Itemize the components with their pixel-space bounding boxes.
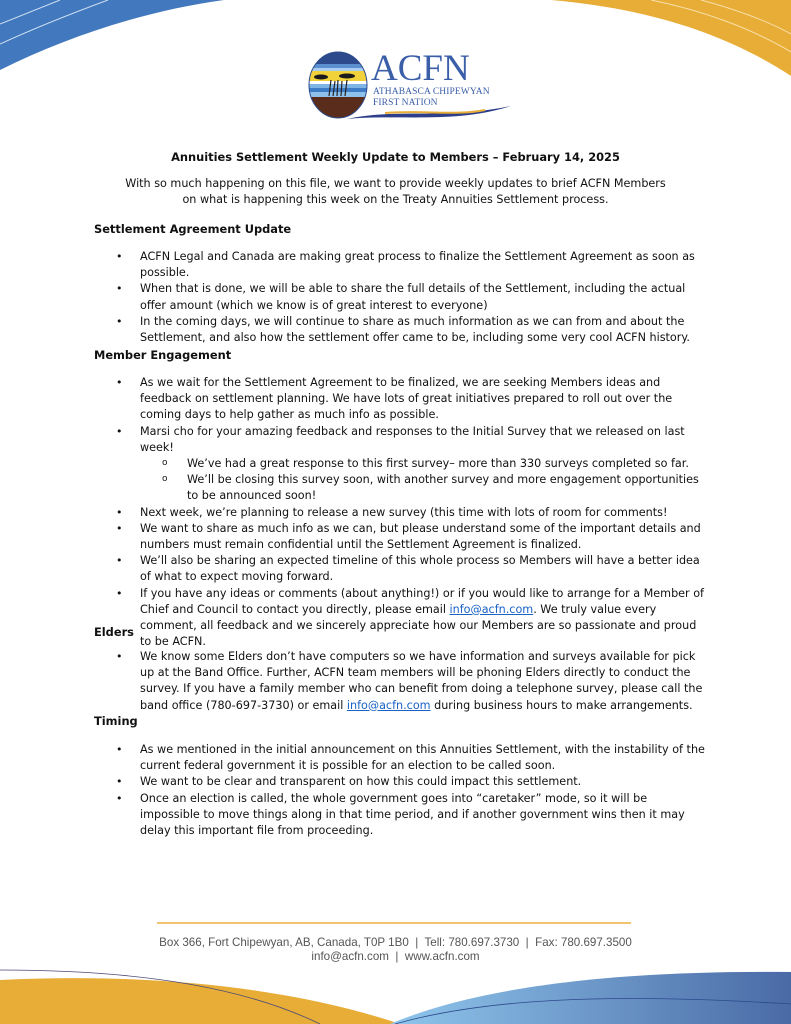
list-item-text: . We truly value every comment, all feedback and we sincerely appreciate how our Members are so passionate and proud to be ACFN. bbox=[140, 602, 697, 649]
list-item: • We want to be clear and transparent on how this could impact this settlement. bbox=[140, 774, 705, 790]
list-item: • As we wait for the Settlement Agreement to be finalized, we are seeking Members ideas and feedback on settlement planning. We have lots of great initiatives prepared to roll out over the coming days to help gather as much info as possible. bbox=[140, 375, 705, 424]
footer-separator: | bbox=[388, 950, 405, 963]
member-engagement-list bbox=[140, 375, 705, 650]
list-item bbox=[140, 424, 705, 505]
elders-list bbox=[140, 649, 705, 714]
list-item-text: Marsi cho for your amazing feedback and responses to the Initial Survey that we released on last week! bbox=[140, 424, 685, 454]
email-link[interactable]: info@acfn.com bbox=[346, 698, 431, 712]
settlement-agreement-list bbox=[140, 249, 705, 346]
email-link[interactable]: info@acfn.com bbox=[449, 602, 534, 616]
top-right-gold-swoosh bbox=[551, 0, 791, 78]
acfn-logo bbox=[307, 50, 507, 120]
intro-line-2: on what is happening this week on the Treaty Annuities Settlement process. bbox=[182, 193, 609, 207]
list-item: • We’ll also be sharing an expected timeline of this whole process so Members will have a better idea of what to expect moving forward. bbox=[140, 553, 705, 585]
footer-email[interactable]: info@acfn.com bbox=[311, 950, 389, 963]
list-item-text: If you have any ideas or comments (about anything!) or if you would like to arrange for a Member of Chief and Council to contact you directly, please email bbox=[140, 586, 704, 616]
section-heading-settlement-agreement: Settlement Agreement Update bbox=[94, 222, 292, 236]
list-item: • We want to share as much info as we can, but please understand some of the important details and numbers must remain confidential until the Settlement Agreement is finalized. bbox=[140, 521, 705, 553]
list-item: • Once an election is called, the whole government goes into “caretaker” mode, so it will be impossible to move things along in that time period, and if another government wins then it may delay this important file from proceeding. bbox=[140, 791, 705, 840]
sub-list-item: o We’ve had a great response to this first survey– more than 330 surveys completed so far. bbox=[187, 456, 705, 472]
logo-wave-icon bbox=[345, 104, 515, 122]
list-item-text: We know some Elders don’t have computers so we have information and surveys available for pick up at the Band Office. Further, ACFN team members will be phoning Elders directly to conduct the survey. If you have a family member who can benefit from doing a telephone survey, please call the band office (780-697-3730) or email bbox=[140, 650, 703, 712]
logo-wordmark: ACFN bbox=[371, 48, 470, 89]
list-item: • Next week, we’re planning to release a new survey (this time with lots of room for comments! bbox=[140, 505, 705, 521]
list-item: • As we mentioned in the initial announcement on this Annuities Settlement, with the instability of the current federal government it is possible for an election to be called soon. bbox=[140, 742, 705, 774]
list-item bbox=[140, 649, 705, 714]
list-item: • In the coming days, we will continue to share as much information as we can from and about the Settlement, and also how the settlement offer came to be, including some very cool ACFN history. bbox=[140, 314, 705, 346]
top-left-blue-swoosh bbox=[0, 0, 230, 72]
document-title: Annuities Settlement Weekly Update to Members – February 14, 2025 bbox=[171, 150, 620, 164]
list-item: • ACFN Legal and Canada are making great process to finalize the Settlement Agreement as soon as possible. bbox=[140, 249, 705, 281]
logo-subtitle-line1: ATHABASCA CHIPEWYAN bbox=[373, 87, 490, 97]
list-item-text: during business hours to make arrangements. bbox=[430, 698, 693, 712]
survey-sublist bbox=[140, 456, 705, 505]
bottom-gold-swoosh bbox=[0, 960, 791, 1024]
list-item bbox=[140, 586, 705, 651]
logo-subtitle-line2: FIRST NATION bbox=[373, 98, 438, 108]
sub-list-item: o We’ll be closing this survey soon, with another survey and more engagement opportunities to be announced soon! bbox=[187, 472, 705, 504]
footer-address: Box 366, Fort Chipewyan, AB, Canada, T0P 1B0 | Tell: 780.697.3730 | Fax: 780.697.3500 bbox=[159, 936, 632, 949]
document-intro bbox=[0, 176, 791, 209]
footer-website[interactable]: www.acfn.com bbox=[404, 950, 480, 963]
footer-divider bbox=[157, 922, 631, 924]
list-item: • When that is done, we will be able to share the full details of the Settlement, including the actual offer amount (which we know is of great interest to everyone) bbox=[140, 281, 705, 313]
timing-list bbox=[140, 742, 705, 839]
section-heading-elders: Elders bbox=[94, 625, 134, 639]
section-heading-member-engagement: Member Engagement bbox=[94, 348, 232, 362]
intro-line-1: With so much happening on this file, we want to provide weekly updates to brief ACFN Members bbox=[125, 177, 666, 190]
section-heading-timing: Timing bbox=[94, 714, 138, 728]
